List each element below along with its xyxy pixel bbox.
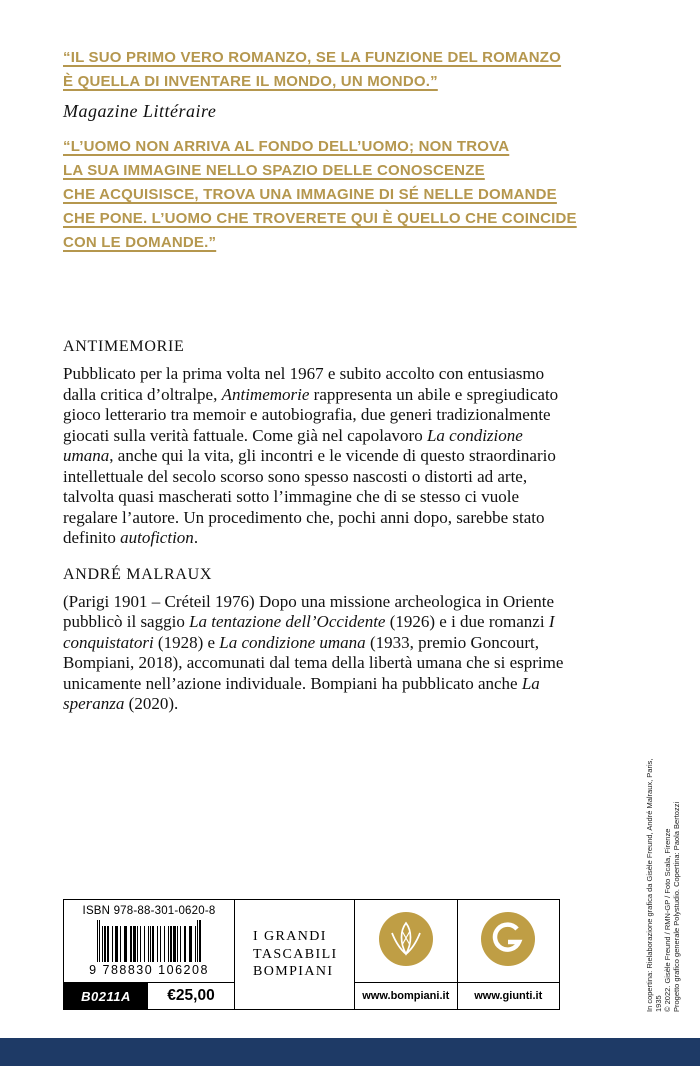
quote-attribution: Magazine Littéraire	[63, 101, 217, 121]
price-label: €25,00	[167, 987, 215, 1004]
bompiani-site-label: www.bompiani.it	[355, 982, 457, 1009]
author-bio-paragraph: (Parigi 1901 – Créteil 1976) Dopo una missione archeologica in Oriente pubblicò il saggio La tentazione dell’Occidente (1926) e i due romanzi I conquistatori (1928) e La condizione umana (1933, premio Goncourt, Bompiani, 2018), accomunati dal tema della libertà umana che si esprime unicamente nell’azione individuale. Bompiani ha pubblicato anche La speranza (2020).	[63, 591, 564, 713]
press-quotes	[63, 46, 653, 255]
giunti-site-label: www.giunti.it	[458, 982, 560, 1009]
product-code-badge: B0211A	[64, 983, 148, 1009]
series-line: TASCABILI	[253, 946, 338, 962]
credit-line: © 2022. Gisèle Freund / RMN-GP / Foto Scala, Firenze	[663, 828, 672, 1012]
footer-box	[63, 899, 560, 1010]
quote-line: “L’UOMO NON ARRIVA AL FONDO DELL’UOMO; NON TROVA	[63, 138, 510, 155]
quote-line: CHE ACQUISISCE, TROVA UNA IMMAGINE DI SÉ NELLE DOMANDE	[63, 186, 557, 203]
quote-line: LA SUA IMMAGINE NELLO SPAZIO DELLE CONOSCENZE	[63, 162, 485, 179]
quote-line: È QUELLA DI INVENTARE IL MONDO, UN MONDO.”	[63, 73, 438, 90]
vertical-credits	[645, 754, 681, 1012]
series-line: I GRANDI	[253, 929, 327, 945]
bompiani-flower-logo-icon	[379, 912, 433, 971]
giunti-cell	[457, 900, 560, 1009]
giunti-logo-area	[458, 900, 560, 982]
quote-block-2	[63, 135, 653, 255]
series-cell	[234, 900, 354, 1009]
book-title-heading: ANTIMEMORIE	[63, 338, 185, 355]
quote-block-1	[63, 46, 653, 94]
barcode-digits: 9 788830 106208	[89, 963, 209, 977]
quote-line: “IL SUO PRIMO VERO ROMANZO, SE LA FUNZIONE DEL ROMANZO	[63, 49, 562, 66]
synopsis-paragraph: Pubblicato per la prima volta nel 1967 e subito accolto con entusiasmo dalla critica d’oltralpe, Antimemorie rappresenta un abile e spregiudicato gioco letterario tra memoir e autobiografia, due generi tradizionalmente giocati sulla verità fattuale. Come già nel capolavoro La condizione umana, anche qui la vita, gli incontri e le vicende di questo straordinario intellettuale del secolo scorso sono spesso nascosti o distorti ad arte, talvolta quasi mascherati sotto l’immagine che di se stesso ci vuole regalare l’autore. Un procedimento che, pochi anni dopo, sarebbe stato definito autofiction.	[63, 364, 559, 547]
barcode-cell	[64, 900, 234, 1009]
giunti-g-logo-icon	[481, 912, 535, 971]
series-line: BOMPIANI	[253, 964, 334, 980]
quote-line: CHE PONE. L’UOMO CHE TROVERETE QUI È QUELLO CHE COINCIDE	[63, 210, 577, 227]
back-cover-text	[63, 338, 565, 715]
isbn-label: ISBN 978-88-301-0620-8	[82, 905, 216, 917]
credit-line: Progetto grafico generale Polystudio. Copertina: Paola Bertozzi	[672, 801, 681, 1012]
bompiani-cell	[354, 900, 457, 1009]
credit-line: In copertina: Rielaborazione grafica da Gisèle Freund, André Malraux, Paris, 1935	[645, 758, 663, 1012]
bottom-color-band	[0, 1038, 700, 1066]
author-heading: ANDRÉ MALRAUX	[63, 565, 213, 583]
barcode	[64, 920, 234, 962]
bompiani-logo-area	[355, 900, 457, 982]
quote-line: CON LE DOMANDE.”	[63, 234, 217, 251]
price-row	[64, 982, 234, 1009]
